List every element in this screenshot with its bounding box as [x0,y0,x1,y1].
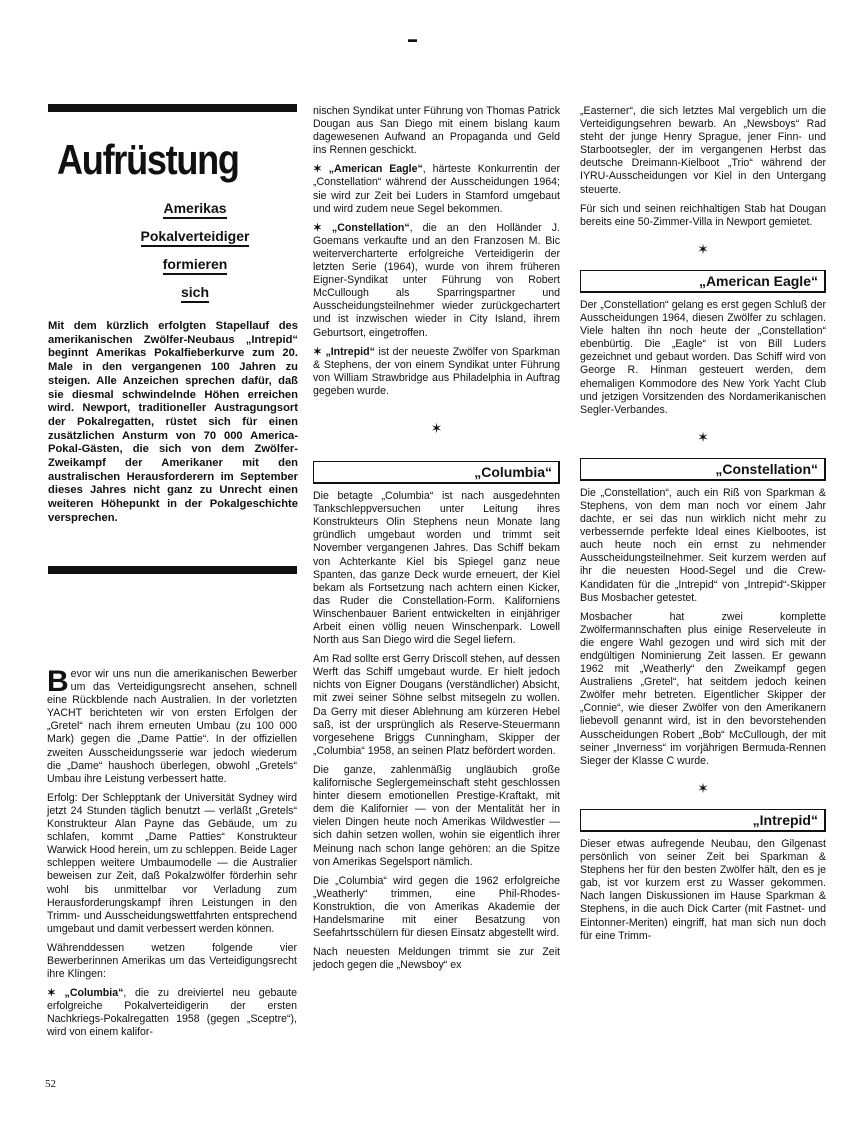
paragraph: Die betagte „Columbia“ ist nach ausgedehnten Tankschleppversuchen unter Leitung ihres Konstrukteurs Olin Stephens neun Monate lang gründlich umgebaut worden und trimmt seit November vergangenen Jahres. Das Schiff bekam von Achterkante Kiel bis Spiegel ganz neue Spanten, das ganze Deck wurde erneuert, der Kiel bekam als Fortsetzung nach achtern einen Kicker, das Ruder die Constellation-Form. Kaliforniens Winschenbauer Barient entwickelten in einjähriger Arbeit einen völlig neuen Winschenpark. Lowell North aus San Diego wird die Segel liefern. [313,490,560,647]
paragraph: Die ganze, zahlenmäßig ungläubich große kalifornische Seglergemeinschaft steht geschlossen hinter diesem emotionellen Prestige-Kraftakt, mit dem die Kalifornier — von der Mentalität her in vielen Dingen heute noch Amerikas Wildwestler — sich dahin setzen wollen, wohin sie eigentlich ihrer Meinung nach schon lange gehören: an die Spitze von Amerikas Segelsport nämlich. [313,763,560,868]
top-rule [48,104,297,112]
paragraph: „Easterner“, die sich letztes Mal vergeblich um die Verteidigungsehren bewarb. An „Newsboys“ Rad steht der junge Henry Sprague, jener Finn- und Starbootsegler, der im vergangenen Herbst das deutsche Dreimann-Kielboot „Trio“ während der IYRU-Ausscheidungen vor Kiel in den Untergang steuerte. [580,105,826,196]
paragraph: Die „Constellation“, auch ein Riß von Sparkman & Stephens, von dem man noch vor einem Jahr dachte, er sei das nun wirklich nicht mehr zu verbessernde perfekte Ideal eines Kielbootes, ist auch heute noch ein ernst zu nehmender Ausscheidungsteilnehmer. Seit kurzem werden auf ihr die neuesten Hood-Segel und die Crew-Kandidaten für die „Intrepid“ von „Intrepid“-Skipper Bus Mosbacher getestet. [580,486,826,604]
column-1 [47,665,297,1046]
paragraph: ✶ „American Eagle“, härteste Konkurrentin der „Constellation“ während der Ausscheidungen 1964; sie wird zur Zeit bei Luders in Stamford umgebaut und wird zudem neue Segel bekommen. [313,163,560,215]
paragraph: Währenddessen wetzen folgende vier Bewerberinnen Amerikas um das Verteidigungsrecht ihre Klingen: [47,941,297,981]
section-heading-american-eagle: „American Eagle“ [580,270,826,293]
paragraph: Nach neuesten Meldungen trimmt sie zur Zeit jedoch gegen die „Newsboy“ ex [313,946,560,972]
headline: Aufrüstung [57,136,239,183]
section-heading-intrepid: „Intrepid“ [580,809,826,832]
paragraph: Der „Constellation“ gelang es erst gegen Schluß der Ausscheidungen 1964, diesen Zwölfer zu schlagen. Viele halten ihn noch heute der „Constellation“ ebenbürtig. Die „Eagle“ ist von Bill Luders gezeichnet und gebaut worden. Das Schiff wird von George R. Hinman gesteuert werden, dem ehemaligen Kommodore des New York Yacht Club und jetzigen Vorsitzenden des Nordamerikanischen Segler-Verbandes. [580,298,826,416]
entry-columbia-label: ✶ „Columbia“ [47,987,124,1000]
paragraph: nischen Syndikat unter Führung von Thomas Patrick Dougan aus San Diego mit einem bislang kaum dagewesenen Aufwand an Propaganda und Geld ins Rennen geschickt. [313,105,560,157]
star-separator: ✶ [697,428,709,445]
page-number: 52 [45,1078,56,1090]
entry-constellation-label: ✶ „Constellation“ [313,221,410,234]
subhead-line-2: Pokalverteidiger [120,228,270,244]
paragraph: Erfolg: Der Schlepptank der Universität Sydney wird jetzt 24 Stunden täglich benutzt — verläßt „Gretels“ Konstrukteur Alan Payne das Gebäude, um zu schlafen, kommt „Dame Patties“ Konstrukteur Warwick Hood herein, um zu schleppen. Beide Lager schleppen weitere Umbaumodelle — die Australier beweisen zur Zeit, daß Pokalzwölfer förderhin sehr wohl bis unmittelbar vor Verladung zum Herausforderungskampf ihren Leistungen in den Trimm- und Ausscheidungswettfahrten entsprechend umgebaut und damit verbessert werden können. [47,791,297,935]
top-mark: ▬ [408,34,417,44]
paragraph: Am Rad sollte erst Gerry Driscoll stehen, auf dessen Werft das Schiff umgebaut wurde. Er hielt jedoch nichts von Eigner Dougans (verständlicher) Absicht, mit zwei seiner Söhne selbst mitsegeln zu wollen. Da Gerry mit dieser Ablehnung am kürzeren Hebel saß, ist der ursprünglich als Reserve-Steuermann vorgesehene Briggs Cunningham, Skipper der „Columbia“ 1958, an seinen Platz befördert worden. [313,653,560,757]
paragraph: Die „Columbia“ wird gegen die 1962 erfolgreiche „Weatherly“ trimmen, eine Phil-Rhodes-Konstruktion, die von Amerikas Akademie der Handelsmarine mit einer Besatzung von Seefahrtsschülern für diesen Einsatz abgestellt wird. [313,874,560,940]
paragraph: ✶ „Constellation“, die an den Holländer J. Goemans verkaufte und an den Franzosen M. Bic weitervercharterte erfolgreiche Verteidigerin der letzten Serie (1964), wurde von ihrem früheren Eigner-Syndikat unter Führung von Robert McCullough als Sparringspartner und Ausscheidungsteilnehmer wieder zurückgechartert und ist inzwischen wieder in City Island, ihrem Geburtsort, eingetroffen. [313,221,560,339]
dropcap: B [47,665,69,698]
section-heading-constellation: „Constellation“ [580,458,826,481]
subhead-line-3: formieren [120,256,270,272]
star-separator: ✶ [697,240,709,257]
subhead-line-1: Amerikas [120,200,270,216]
paragraph: Dieser etwas aufregende Neubau, den Gilgenast persönlich von seiner Zeit bei Sparkman & Stephens her für den besten Zwölfer hält, den es je gab, ist vor kurzem erst zu Wasser gekommen. Nach langen Diskussionen im Hause Sparkman & Stephens, in die auch Dick Carter (mit Fastnet- und Eintonner-Meriten) eingriff, hat man sich nun doch für eine Trimm- [580,837,826,942]
paragraph: Bevor wir uns nun die amerikanischen Bewerber um das Verteidigungsrecht ansehen, schnell eine Rückblende nach Australien. In der vorletzten YACHT berichteten wir von ersten Erfolgen der „Gretel“ nach ihrem erneuten Umbau (zu 100 000 Mark) gegen die „Dame Pattie“. In der offiziellen zweiten Ausscheidungsserie war jedoch wiederum die „Dame“ haushoch überlegen, obwohl „Gretels“ Umbau ihre Leistung verbessert hatte. [47,665,297,785]
subhead-line-4: sich [120,284,270,300]
star-separator: ✶ [697,779,709,796]
paragraph: Mosbacher hat zwei komplette Zwölfermannschaften plus einige Reserveleute in die engere Wahl gezogen und wird sich mit der endgültigen Nominierung Zeit lassen. Er gewann 1962 mit „Weatherly“ den Zweikampf gegen Australiens „Gretel“, hat seitdem jedoch keinen Zwölfer mehr betreten. Eigentlicher Skipper der „Connie“, wie dieser Zwölfer von den Amerikanern liebevoll genannt wird, ist in den bevorstehenden Ausscheidungen Robert „Bob“ McCullough, der mit seiner „Inverness“ im vorjährigen Bermuda-Rennen Sieger der Klasse C wurde. [580,610,826,767]
lead-bottom-rule [48,566,297,574]
paragraph: ✶ „Columbia“, die zu dreiviertel neu gebaute erfolgreiche Pokalverteidigerin der ersten Nachkriegs-Pokalregatten 1958 (gegen „Sceptre“), wird von einem kalifor- [47,987,297,1039]
entry-eagle-label: ✶ „American Eagle“ [313,163,423,176]
section-heading-columbia: „Columbia“ [313,461,560,484]
column-2 [313,105,560,978]
entry-intrepid-label: ✶ „Intrepid“ [313,345,375,358]
paragraph: Für sich und seinen reichhaltigen Stab hat Dougan bereits eine 50-Zimmer-Villa in Newport gemietet. [580,202,826,228]
star-separator: ✶ [430,419,443,436]
paragraph: ✶ „Intrepid“ ist der neueste Zwölfer von Sparkman & Stephens, der von einem Syndikat unter Führung von William Strawbridge aus Philadelphia in Auftrag gegeben wurde. [313,345,560,397]
lead-paragraph: Mit dem kürzlich erfolgten Stapellauf des amerikanischen Zwölfer-Neubaus „Intrepid“ beginnt Amerikas Pokalfieberkurve zum 20. Male in den vergangenen 100 Jahren zu steigen. Alle Anzeichen sprechen dafür, daß sie diesmal schwindelnde Höhen erreichen wird. Newport, traditioneller Austragungsort der Pokalregatten, rüstet sich für einen zusätzlichen Ansturm von 70 000 America-Pokal-Gästen, die sich von dem Zwölfer-Zweikampf der Amerikaner mit den australischen Herausforderern im September dieses Jahres nicht ganz zu Unrecht einen weiteren Höhepunkt in der Pokalgeschichte versprechen. [48,320,298,524]
column-3 [580,105,826,949]
